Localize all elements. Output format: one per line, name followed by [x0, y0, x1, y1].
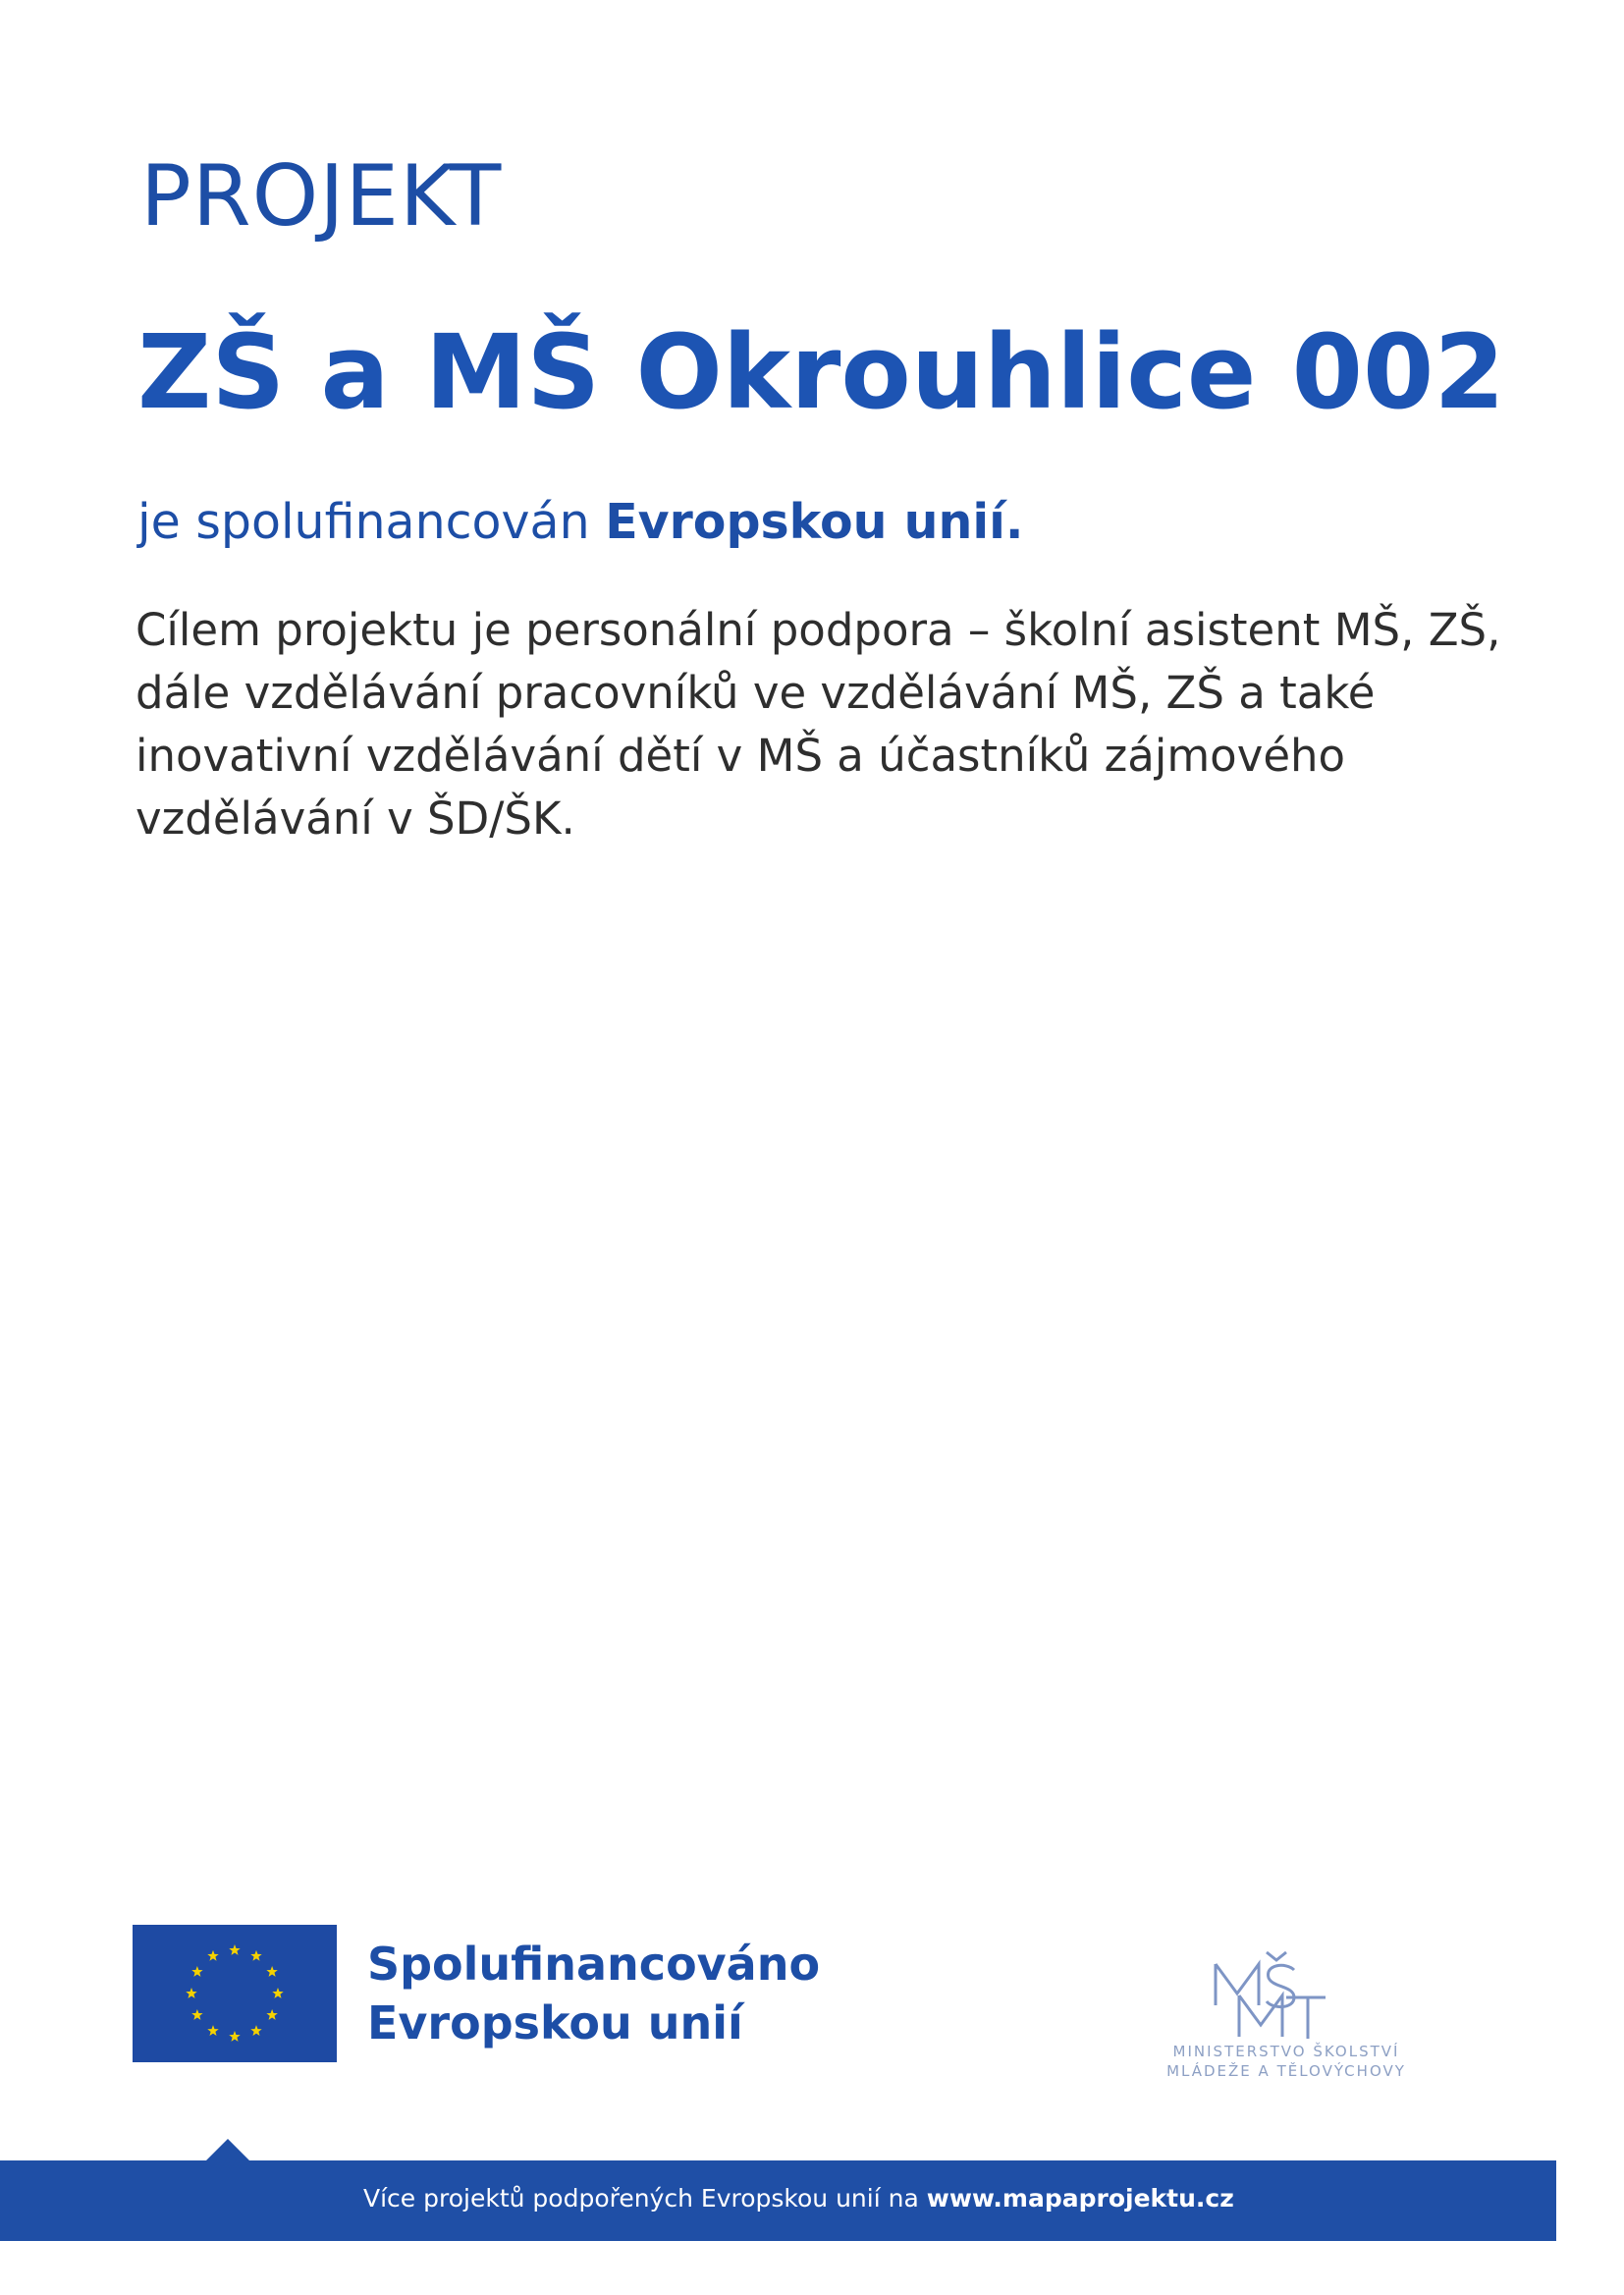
msmt-logo-line1: MINISTERSTVO ŠKOLSTVÍ [1172, 2043, 1400, 2060]
cofinanced-statement [137, 494, 1024, 550]
project-description [135, 599, 1501, 850]
msmt-logo-line2: MLÁDEŽE A TĚLOVÝCHOVY [1166, 2062, 1406, 2080]
footer-text [363, 2184, 1234, 2213]
eu-star [191, 1966, 202, 1977]
eu-star [207, 1950, 218, 1961]
eu-star [229, 1944, 240, 1955]
eu-star [250, 1950, 261, 1961]
cofinanced-prefix: je spolufinancován [137, 494, 590, 550]
eu-star [229, 2031, 240, 2042]
eu-logo-text-line2: Evropskou unií [367, 1996, 743, 2049]
eu-stars-icon [133, 1925, 337, 2062]
eu-star [186, 1988, 196, 1998]
description-line: vzdělávání v ŠD/ŠK. [135, 792, 575, 845]
eu-star [266, 2009, 277, 2020]
description-line: dále vzdělávání pracovníků ve vzdělávání MŠ, ZŠ a také [135, 667, 1376, 719]
eu-flag-icon [133, 1925, 337, 2062]
project-title: ZŠ a MŠ Okrouhlice 002 [137, 312, 1505, 432]
eu-star [266, 1966, 277, 1977]
description-line: Cílem projektu je personální podpora – školní asistent MŠ, ZŠ, [135, 604, 1501, 656]
eu-logo-text-line1: Spolufinancováno [367, 1938, 821, 1991]
footer-url-link[interactable]: www.mapaprojektu.cz [926, 2184, 1234, 2213]
footer-text-prefix: Více projektů podpořených Evropskou unií na [363, 2184, 919, 2213]
eu-star [191, 2009, 202, 2020]
description-line: inovativní vzdělávání dětí v MŠ a účastníků zájmového [135, 730, 1346, 782]
eu-star [207, 2025, 218, 2036]
project-label: PROJEKT [140, 147, 503, 246]
footer-bar-notch [206, 2139, 249, 2160]
cofinanced-emphasis: Evropskou unií. [605, 494, 1024, 550]
eu-star [250, 2025, 261, 2036]
eu-logo-text [367, 1935, 820, 2052]
eu-star [272, 1988, 283, 1998]
